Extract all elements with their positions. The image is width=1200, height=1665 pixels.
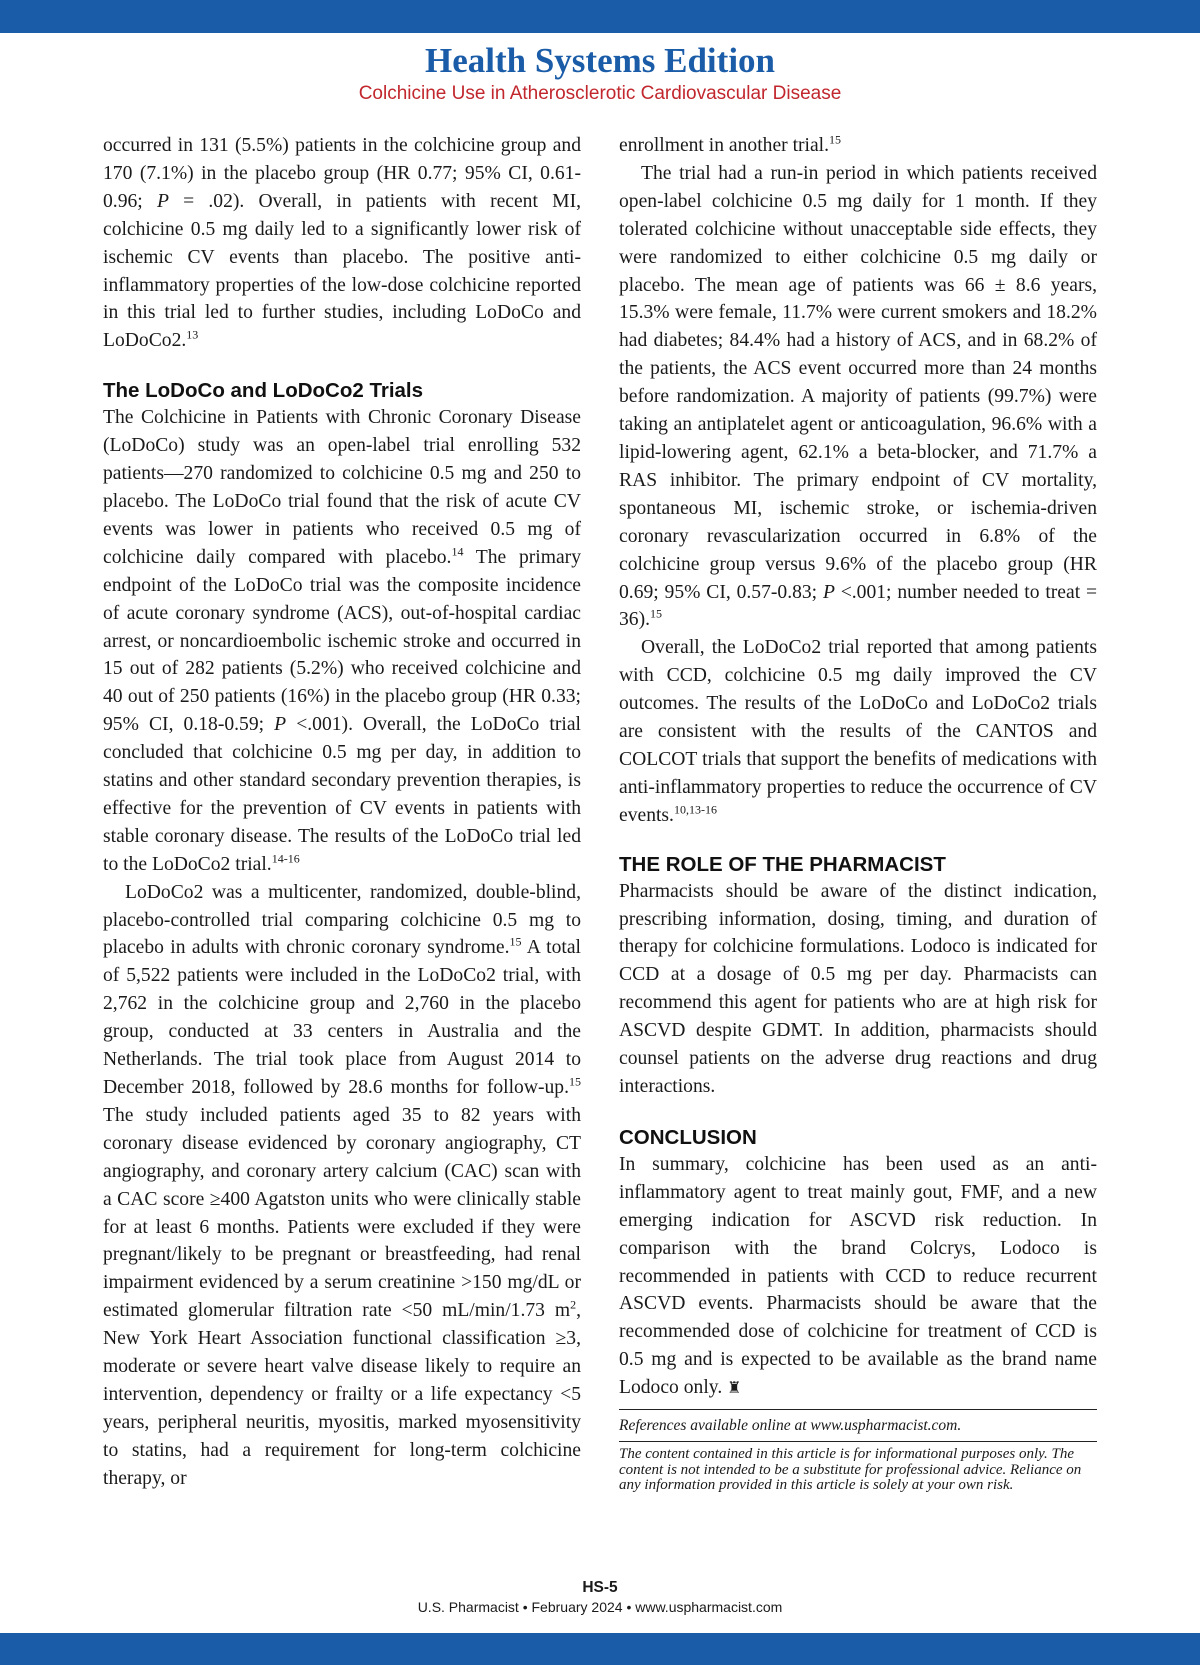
citation-ref: 15 <box>569 1074 581 1089</box>
citation-ref: 13 <box>186 327 199 342</box>
page-footer <box>0 1578 1200 1616</box>
citation-ref: 10,13-16 <box>673 802 717 817</box>
paragraph-lodoco2: LoDoCo2 was a multicenter, randomized, double-blind, placebo-controlled trial comparing colchicine 0.5 mg to placebo in adults with chronic coronary syndrome.$^{15}$ A total of 5,522 patients were included in the LoDoCo2 trial, with 2,762 in the colchicine group and 2,760 in the placebo group, conducted at 33 centers in Australia and the Netherlands. The trial took place from August 2014 to December 2018, followed by 28.6 months for follow-up.$^{15}$ The study included patients aged 35 to 82 years with coronary disease evidenced by coronary angiography, CT angiography, and coronary artery calcium (CAC) scan with a CAC score ≥400 Agatston units who were clinically stable for at least 6 months. Patients were excluded if they were pregnant/likely to be pregnant or breastfeeding, had renal impairment evidenced by a serum creatinine >150 mg/dL or estimated glomerular filtration rate <50 mL/min/1.73 $m^2$, New York Heart Association functional classification ≥3, moderate or severe heart valve disease likely to require an intervention, dependency or frailty or a life expectancy <5 years, peripheral neuritis, myositis, marked myosensitivity to statins, had a requirement for long-term colchicine therapy, or <box>103 881 582 1489</box>
paragraph-enrollment: enrollment in another trial.$^{15}$ <box>619 132 842 156</box>
article-subtitle: Colchicine Use in Atherosclerotic Cardiovascular Disease <box>358 83 842 104</box>
citation-ref: 14 <box>451 544 464 559</box>
bottom-color-band <box>0 1633 1200 1665</box>
references-note: References available online at www.uspharmacist.com. <box>619 1417 962 1435</box>
right-column <box>619 132 1097 1494</box>
paragraph-colcot-results: occurred in 131 (5.5%) patients in the colchicine group and 170 (7.1%) in the placebo group (HR 0.77; 95% CI, 0.61-0.96; P = .02). Overall, in patients with recent MI, colchicine 0.5 mg daily led to a significantly lower risk of ischemic CV events than placebo. The positive anti-inflammatory properties of the low-dose colchicine reported in this trial led to further studies, including LoDoCo and LoDoCo2.13 <box>103 135 581 352</box>
disclaimer-note: The content contained in this article is for informational purposes only. The content is not intended to be a substitute for professional advice. Reliance on any information provided in this article is solely at your own risk. <box>619 1446 1082 1494</box>
section-heading-conclusion: CONCLUSION <box>619 1125 757 1149</box>
paragraph-run-in: The trial had a run-in period in which patients received open-label colchicine 0.5 mg daily for 1 month. If they tolerated colchicine without unacceptable side effects, they were randomized to either colchicine 0.5 mg daily or placebo. The mean age of patients was 66 ± 8.6 years, 15.3% were female, 11.7% were current smokers and 18.2% had diabetes; 84.4% had a history of ACS, and in 68.2% of the patients, the ACS event occurred more than 24 months before randomization. A majority of patients (99.7%) were taking an antiplatelet agent or anticoagulation, 96.6% with a lipid-lowering agent, 62.1% a beta-blocker, and 71.7% a RAS inhibitor. The primary endpoint of CV mortality, spontaneous MI, ischemic stroke, or ischemia-driven coronary revascularization occurred in 6.8% of the colchicine group versus 9.6% of the placebo group (HR 0.69; 95% CI, 0.57-0.83; P <.001; number needed to treat = 36).$^{15}$ <box>619 162 1097 631</box>
section-heading-lodoco: The LoDoCo and LoDoCo2 Trials <box>103 379 424 403</box>
paragraph-overall: Overall, the LoDoCo2 trial reported that among patients with CCD, colchicine 0.5 mg daily improved the CV outcomes. The results of the LoDoCo and LoDoCo2 trials are consistent with the results of the CANTOS and COLCOT trials that support the benefits of medications with anti-inflammatory properties to reduce the occurrence of CV events.$^{10,13-16}$ <box>619 637 1097 826</box>
publication-line: U.S. Pharmacist • February 2024 • www.uspharmacist.com <box>417 1599 783 1615</box>
divider <box>619 1441 1097 1442</box>
citation-ref: 15 <box>650 606 663 621</box>
paragraph-lodoco: The Colchicine in Patients with Chronic Coronary Disease (LoDoCo) study was an open-label trial enrolling 532 patients—270 randomized to colchicine 0.5 mg and 250 to placebo. The LoDoCo trial found that the risk of acute CV events was lower in patients who received 0.5 mg of colchicine daily compared with placebo.$^{14}$ The primary endpoint of the LoDoCo trial was the composite incidence of acute coronary syndrome (ACS), out-of-hospital cardiac arrest, or noncardioembolic ischemic stroke and occurred in 15 out of 282 patients (5.2%) who received colchicine and 40 out of 250 patients (16%) in the placebo group (HR 0.33; 95% CI, 0.18-0.59; P <.001). Overall, the LoDoCo trial concluded that colchicine 0.5 mg per day, in addition to statins and other standard secondary prevention therapies, is effective for the prevention of CV events in patients with stable coronary disease. The results of the LoDoCo trial led to the LoDoCo2 trial.$^{14-16}$ <box>103 407 581 875</box>
left-column <box>103 132 581 1493</box>
end-mark-icon: ♜ <box>727 1380 742 1398</box>
top-color-band <box>0 0 1200 33</box>
divider <box>619 1409 1097 1410</box>
citation-ref: 15 <box>829 132 842 147</box>
paragraph-pharmacist: Pharmacists should be aware of the distinct indication, prescribing information, dosing, timing, and duration of therapy for colchicine formulations. Lodoco is indicated for CCD at a dosage of 0.5 mg per day. Pharmacists can recommend this agent for patients who are at high risk for ASCVD despite GDMT. In addition, pharmacists should counsel patients on the adverse drug reactions and drug interactions. <box>619 880 1097 1097</box>
paragraph-conclusion: In summary, colchicine has been used as an anti-inflammatory agent to treat mainly gout, FMF, and a new emerging indication for ASCVD risk reduction. In comparison with the brand Colcrys, Lodoco is recommended in patients with CCD to reduce recurrent ASCVD events. Pharmacists should be aware that the recommended dose of colchicine for treatment of CCD is 0.5 mg and is expected to be available as the brand name Lodoco only. ♜ <box>619 1153 1097 1399</box>
page-number: HS-5 <box>582 1579 618 1596</box>
edition-title: Health Systems Edition <box>424 41 776 80</box>
citation-ref: 14-16 <box>271 851 300 866</box>
masthead <box>0 40 1200 106</box>
section-heading-pharmacist: THE ROLE OF THE PHARMACIST <box>619 852 946 876</box>
citation-ref: 15 <box>509 934 522 949</box>
